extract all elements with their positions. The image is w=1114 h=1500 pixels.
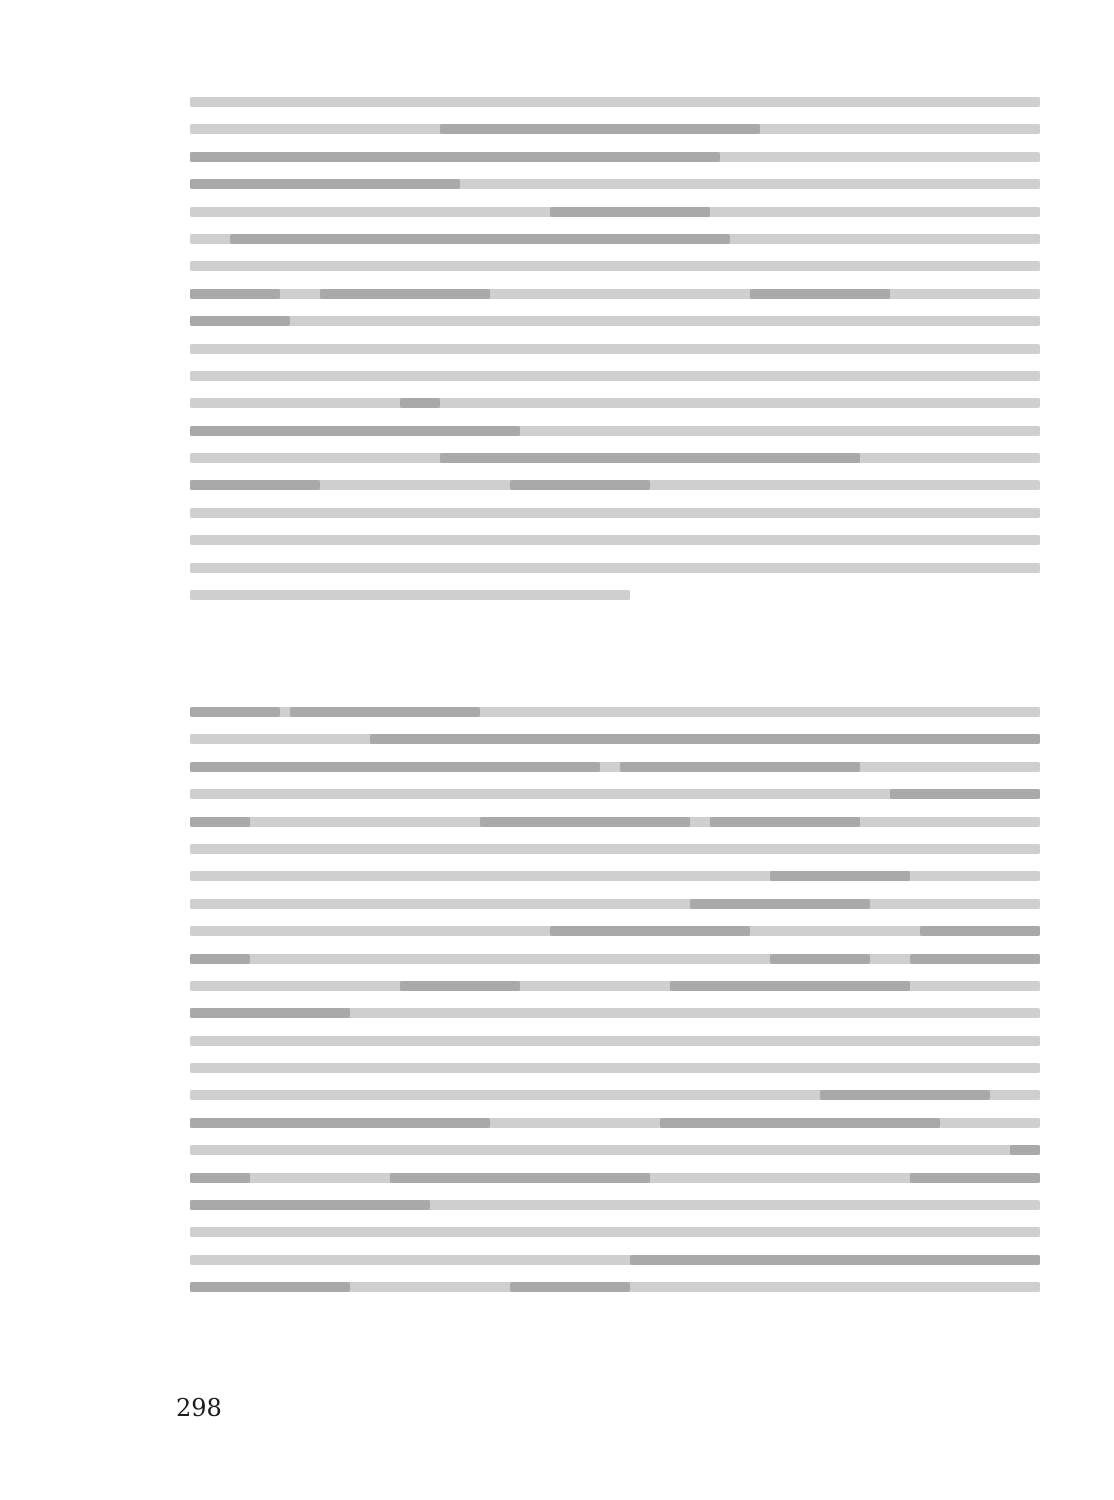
text-line <box>190 1109 1040 1136</box>
text-line <box>190 1218 1040 1245</box>
bold-lemma-placeholder <box>480 817 690 827</box>
bold-lemma-placeholder <box>190 316 290 326</box>
text-line <box>190 198 1040 225</box>
text-line <box>190 862 1040 889</box>
text-line-placeholder <box>190 371 1040 381</box>
text-line <box>190 890 1040 917</box>
bold-lemma-placeholder <box>190 1200 430 1210</box>
text-line-placeholder <box>190 316 1040 326</box>
bold-lemma-placeholder <box>750 289 890 299</box>
bold-lemma-placeholder <box>660 1118 940 1128</box>
bold-lemma-placeholder <box>890 789 1040 799</box>
text-line <box>190 1273 1040 1300</box>
text-line <box>190 526 1040 553</box>
text-line <box>190 1164 1040 1191</box>
bold-lemma-placeholder <box>820 1090 990 1100</box>
text-line <box>190 808 1040 835</box>
text-line <box>190 252 1040 279</box>
bold-lemma-placeholder <box>400 981 520 991</box>
text-line <box>190 917 1040 944</box>
bold-lemma-placeholder <box>440 124 760 134</box>
text-line <box>190 444 1040 471</box>
text-line-placeholder <box>190 871 1040 881</box>
text-line <box>190 725 1040 752</box>
bold-lemma-placeholder <box>190 954 250 964</box>
text-line <box>190 471 1040 498</box>
text-line-placeholder <box>190 289 1040 299</box>
text-line <box>190 1081 1040 1108</box>
bold-lemma-placeholder <box>1010 1145 1040 1155</box>
commentary-block-2 <box>190 698 1040 1301</box>
text-line <box>190 417 1040 444</box>
bold-lemma-placeholder <box>910 1173 1040 1183</box>
bold-lemma-placeholder <box>370 734 1040 744</box>
text-line <box>190 362 1040 389</box>
text-line-placeholder <box>190 535 1040 545</box>
bold-lemma-placeholder <box>920 926 1040 936</box>
text-line <box>190 1136 1040 1163</box>
bold-lemma-placeholder <box>190 1008 350 1018</box>
text-line <box>190 753 1040 780</box>
bold-lemma-placeholder <box>670 981 910 991</box>
text-line-placeholder <box>190 1145 1040 1155</box>
text-line-placeholder <box>190 590 630 600</box>
bold-lemma-placeholder <box>290 707 480 717</box>
text-line-placeholder <box>190 981 1040 991</box>
text-line <box>190 1054 1040 1081</box>
bold-lemma-placeholder <box>190 1282 350 1292</box>
bold-lemma-placeholder <box>190 707 280 717</box>
bold-lemma-placeholder <box>320 289 490 299</box>
text-line <box>190 280 1040 307</box>
text-line-placeholder <box>190 508 1040 518</box>
text-line <box>190 335 1040 362</box>
bold-lemma-placeholder <box>190 762 600 772</box>
text-line <box>190 115 1040 142</box>
text-line <box>190 999 1040 1026</box>
bold-lemma-placeholder <box>770 871 910 881</box>
bold-lemma-placeholder <box>190 1118 490 1128</box>
text-line <box>190 389 1040 416</box>
text-line-placeholder <box>190 1036 1040 1046</box>
text-line <box>190 225 1040 252</box>
bold-lemma-placeholder <box>190 152 720 162</box>
bold-lemma-placeholder <box>190 817 250 827</box>
text-line <box>190 170 1040 197</box>
bold-lemma-placeholder <box>710 817 860 827</box>
text-line-placeholder <box>190 398 1040 408</box>
text-line <box>190 554 1040 581</box>
bold-lemma-placeholder <box>910 954 1040 964</box>
text-line <box>190 945 1040 972</box>
text-line <box>190 780 1040 807</box>
bold-lemma-placeholder <box>690 899 870 909</box>
text-line <box>190 499 1040 526</box>
bold-lemma-placeholder <box>620 762 860 772</box>
text-line-placeholder <box>190 1227 1040 1237</box>
bold-lemma-placeholder <box>190 426 520 436</box>
text-line <box>190 581 1040 608</box>
bold-lemma-placeholder <box>400 398 440 408</box>
text-line-placeholder <box>190 97 1040 107</box>
text-line-placeholder <box>190 844 1040 854</box>
text-line <box>190 1027 1040 1054</box>
text-line <box>190 1191 1040 1218</box>
text-line <box>190 1246 1040 1273</box>
text-line <box>190 88 1040 115</box>
text-line-placeholder <box>190 1063 1040 1073</box>
text-line-placeholder <box>190 563 1040 573</box>
text-line <box>190 972 1040 999</box>
bold-lemma-placeholder <box>190 1173 250 1183</box>
bold-lemma-placeholder <box>230 234 730 244</box>
text-line <box>190 307 1040 334</box>
text-line-placeholder <box>190 899 1040 909</box>
bold-lemma-placeholder <box>550 926 750 936</box>
bold-lemma-placeholder <box>510 480 650 490</box>
bold-lemma-placeholder <box>440 453 860 463</box>
bold-lemma-placeholder <box>190 480 320 490</box>
text-line <box>190 143 1040 170</box>
text-line-placeholder <box>190 344 1040 354</box>
bold-lemma-placeholder <box>190 289 280 299</box>
bold-lemma-placeholder <box>190 179 460 189</box>
bold-lemma-placeholder <box>630 1255 1040 1265</box>
text-line <box>190 835 1040 862</box>
bold-lemma-placeholder <box>550 207 710 217</box>
text-line-placeholder <box>190 261 1040 271</box>
page-number: 298 <box>176 1394 222 1422</box>
bold-lemma-placeholder <box>770 954 870 964</box>
bold-lemma-placeholder <box>390 1173 650 1183</box>
bold-lemma-placeholder <box>510 1282 630 1292</box>
text-line <box>190 698 1040 725</box>
commentary-block-1 <box>190 88 1040 608</box>
